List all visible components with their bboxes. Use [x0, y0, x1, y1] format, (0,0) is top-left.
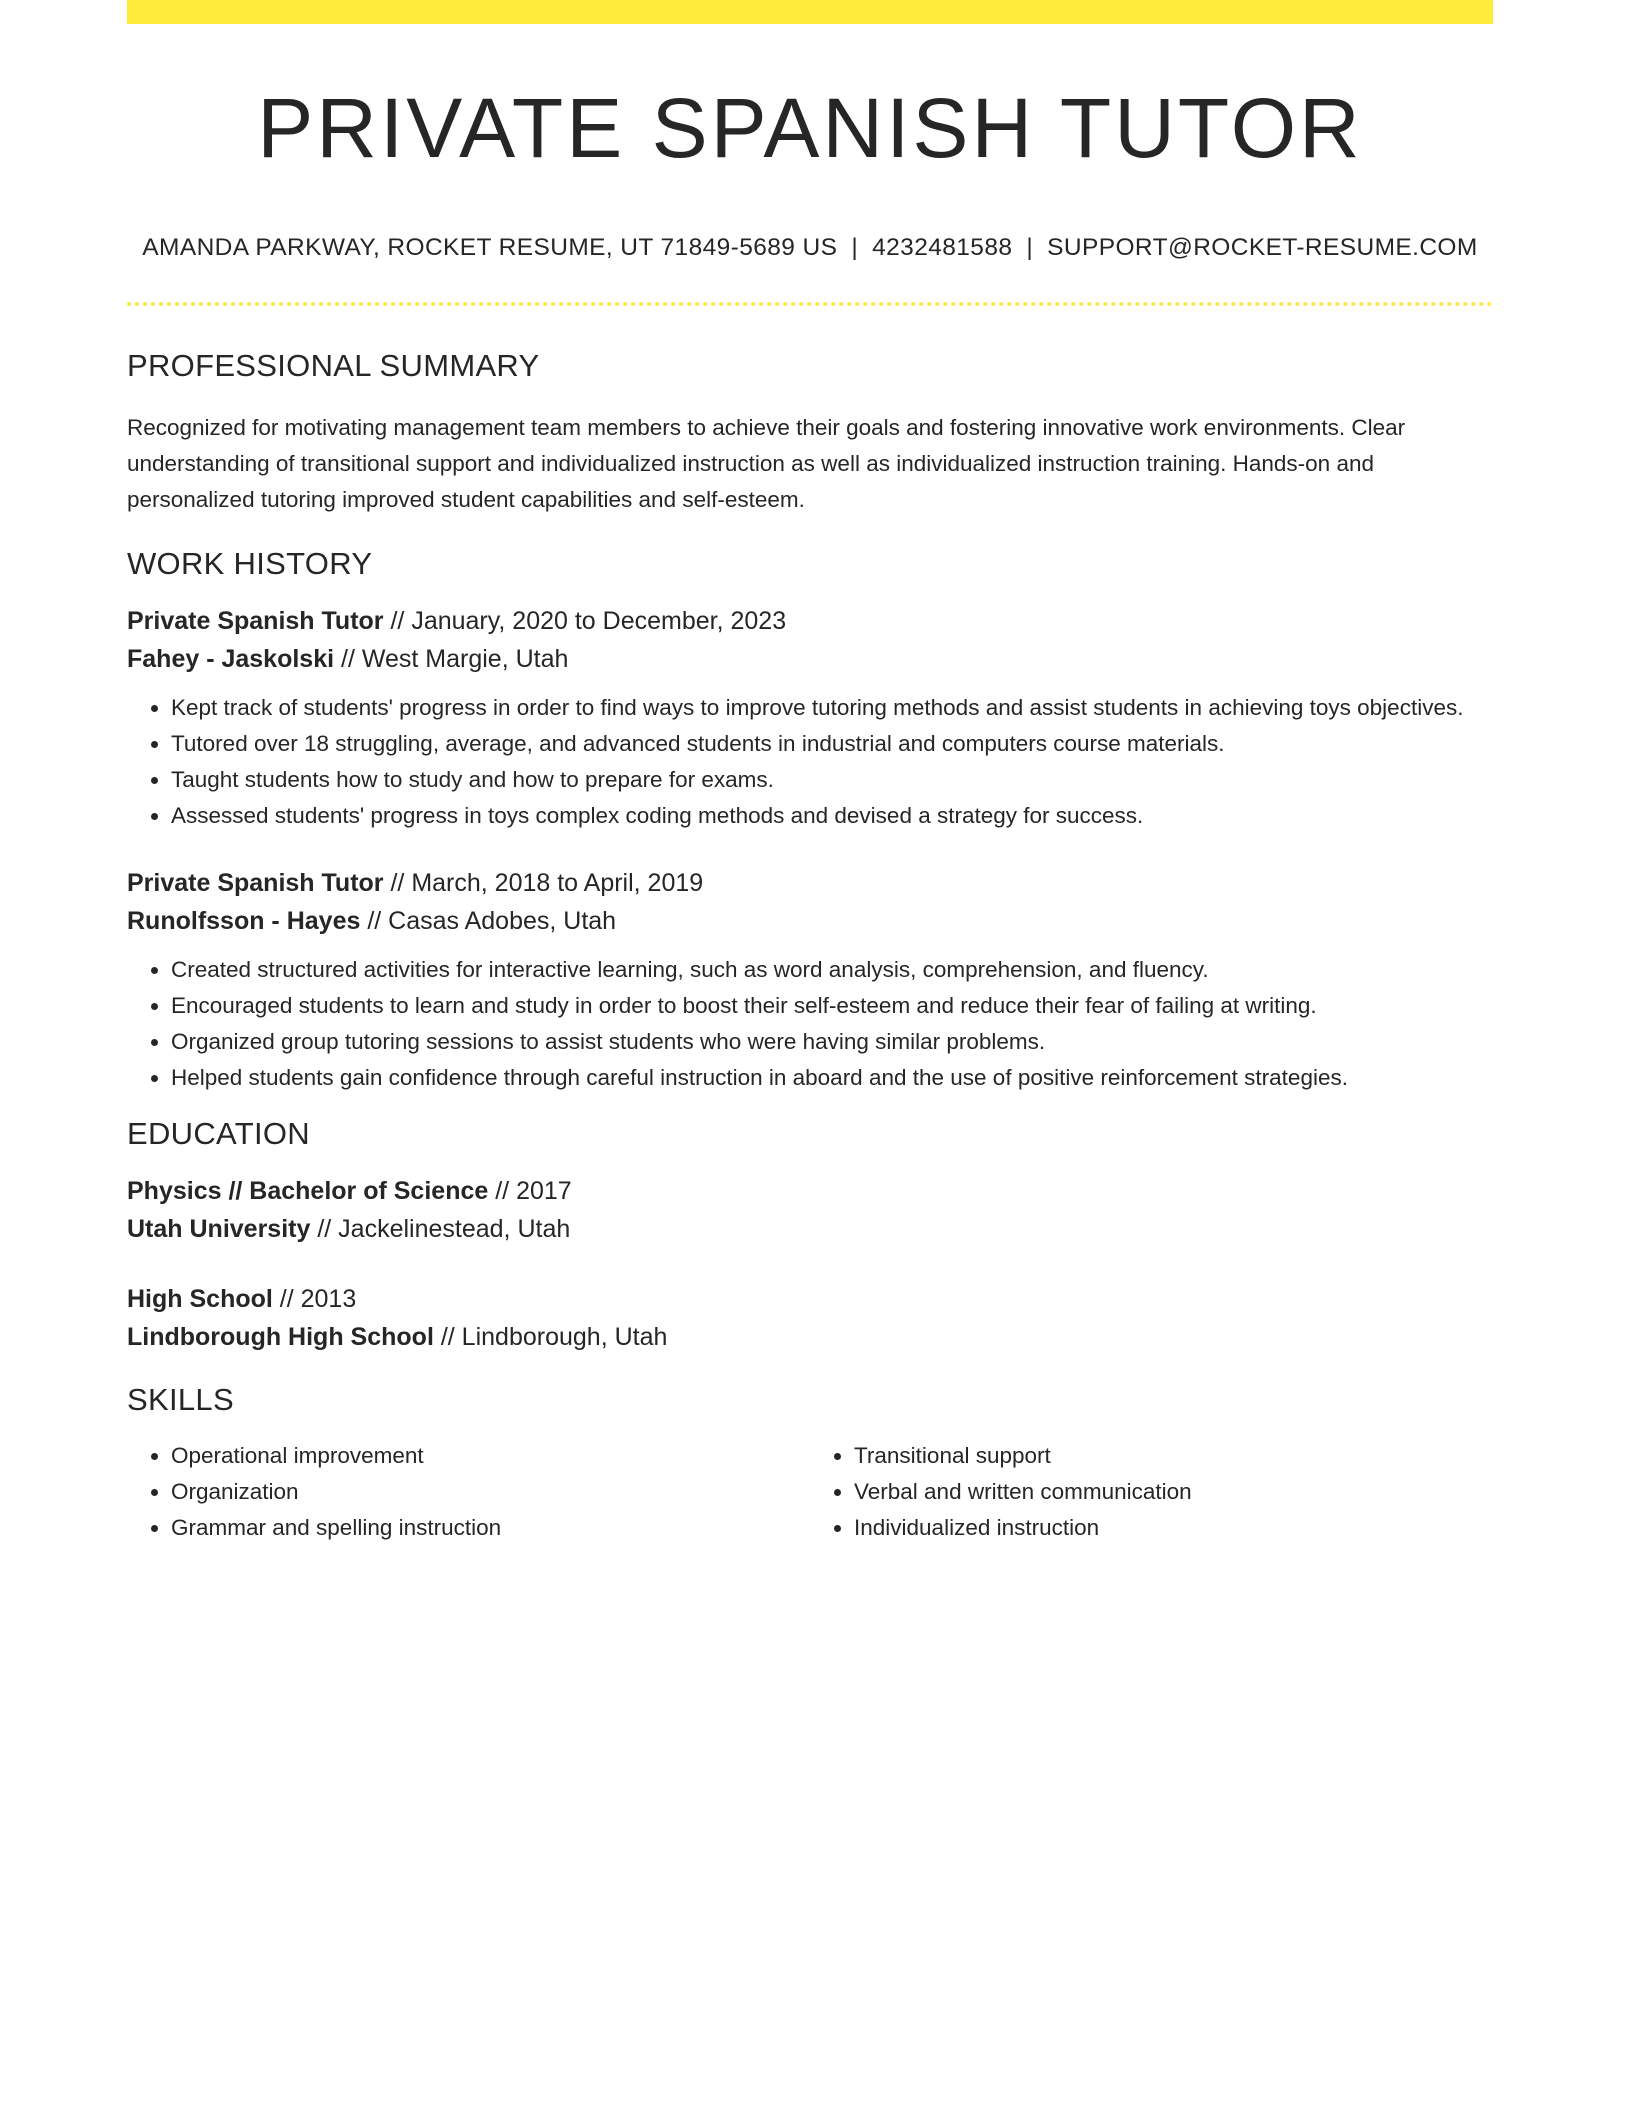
contact-phone: 4232481588	[872, 234, 1013, 262]
education-year: // 2013	[272, 1285, 357, 1314]
education-entry	[127, 1280, 1493, 1356]
skill-item: • Grammar and spelling instruction	[171, 1510, 810, 1546]
list-item: • Tutored over 18 struggling, average, and advanced students in industrial and computers course materials.	[171, 726, 1493, 762]
education-heading: EDUCATION	[127, 1116, 310, 1152]
list-item: • Assessed students' progress in toys complex coding methods and devised a strategy for success.	[171, 798, 1493, 834]
education-degree: High School	[127, 1285, 273, 1314]
skills-column-right	[810, 1438, 1493, 1546]
list-item: • Helped students gain confidence through careful instruction in aboard and the use of positive reinforcement strategies.	[171, 1060, 1493, 1096]
job-title: Private Spanish Tutor	[127, 869, 384, 898]
education-year: // 2017	[488, 1177, 572, 1206]
summary-text: Recognized for motivating management team members to achieve their goals and fostering innovative work environments. Clear understanding of transitional support and individualized instruction as well as individualized instruction training. Hands-on and personalized tutoring improved student capabilities and self-esteem.	[127, 415, 1406, 513]
skill-item: • Organization	[171, 1474, 810, 1510]
list-item: • Taught students how to study and how to prepare for exams.	[171, 762, 1493, 798]
education-school-line	[127, 1318, 1493, 1356]
contact-line	[127, 234, 1493, 262]
job-bullets	[127, 690, 1493, 834]
education-location: // Lindborough, Utah	[433, 1323, 668, 1352]
education-degree-line	[127, 1280, 1493, 1318]
skills-grid	[127, 1438, 1493, 1546]
page-title: PRIVATE SPANISH TUTOR	[257, 81, 1363, 175]
education-school: Utah University	[127, 1215, 311, 1244]
skill-item: • Individualized instruction	[854, 1510, 1493, 1546]
job-company-line	[127, 640, 1493, 678]
skill-item: • Operational improvement	[171, 1438, 810, 1474]
job-title-line	[127, 864, 1493, 902]
list-item: • Created structured activities for interactive learning, such as word analysis, comprehension, and fluency.	[171, 952, 1493, 988]
skill-item: • Verbal and written communication	[854, 1474, 1493, 1510]
job-dates: // March, 2018 to April, 2019	[383, 869, 704, 898]
job-company-line	[127, 902, 1493, 940]
list-item: • Encouraged students to learn and study in order to boost their self-esteem and reduce their fear of failing at writing.	[171, 988, 1493, 1024]
contact-separator: |	[851, 234, 859, 262]
education-degree: Physics // Bachelor of Science	[127, 1177, 489, 1206]
list-item: • Organized group tutoring sessions to assist students who were having similar problems.	[171, 1024, 1493, 1060]
job-company: Runolfsson - Hayes	[127, 907, 361, 936]
education-location: // Jackelinestead, Utah	[310, 1215, 571, 1244]
job-entry	[127, 864, 1493, 1096]
education-degree-line	[127, 1172, 1493, 1210]
job-title-line	[127, 602, 1493, 640]
contact-address: AMANDA PARKWAY, ROCKET RESUME, UT 71849-5689 US	[142, 234, 838, 262]
education-school-line	[127, 1210, 1493, 1248]
job-entry	[127, 602, 1493, 834]
job-location: // Casas Adobes, Utah	[360, 907, 617, 936]
job-dates: // January, 2020 to December, 2023	[383, 607, 787, 636]
skills-column-left	[127, 1438, 810, 1546]
education-school: Lindborough High School	[127, 1323, 434, 1352]
skills-heading: SKILLS	[127, 1382, 234, 1418]
job-title: Private Spanish Tutor	[127, 607, 384, 636]
resume-page	[127, 0, 1493, 1546]
job-company: Fahey - Jaskolski	[127, 645, 335, 674]
education-entry	[127, 1172, 1493, 1248]
summary-heading: PROFESSIONAL SUMMARY	[127, 348, 540, 384]
contact-separator: |	[1026, 234, 1034, 262]
accent-top-bar	[127, 0, 1493, 24]
job-bullets	[127, 952, 1493, 1096]
contact-email: SUPPORT@ROCKET-RESUME.COM	[1047, 234, 1478, 262]
skill-item: • Transitional support	[854, 1438, 1493, 1474]
dotted-divider	[127, 302, 1493, 306]
list-item: • Kept track of students' progress in order to find ways to improve tutoring methods and assist students in achieving toys objectives.	[171, 690, 1493, 726]
work-history-heading: WORK HISTORY	[127, 546, 373, 582]
job-location: // West Margie, Utah	[334, 645, 569, 674]
